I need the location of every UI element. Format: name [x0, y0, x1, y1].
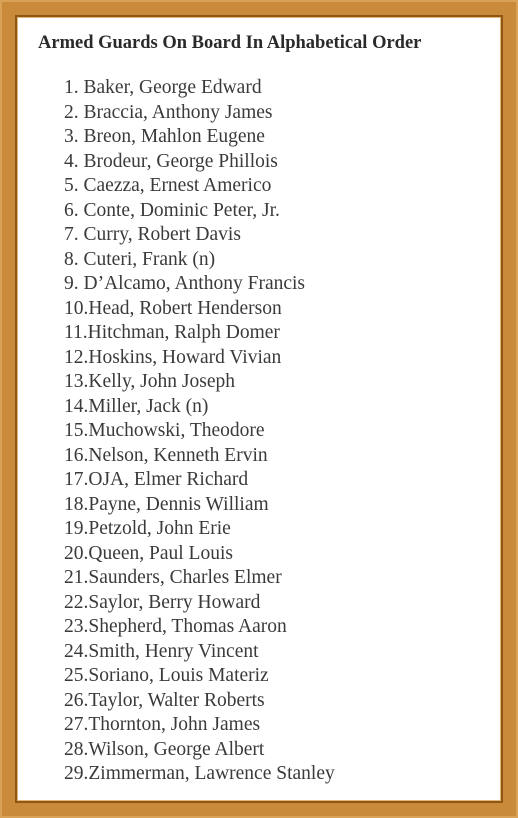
- item-name: Saunders, Charles Elmer: [88, 567, 282, 588]
- list-item: [64, 689, 335, 714]
- item-name: Hitchman, Ralph Domer: [87, 322, 280, 343]
- item-name: Braccia, Anthony James: [83, 101, 273, 123]
- list-item: [64, 591, 335, 616]
- item-number: 1.: [64, 77, 84, 98]
- list-item: [64, 76, 335, 101]
- item-name: Saylor, Berry Howard: [88, 591, 261, 613]
- list-item: [64, 640, 335, 665]
- item-number: 26.: [64, 689, 89, 711]
- item-name: Wilson, George Albert: [88, 738, 265, 760]
- item-number: 24.: [64, 640, 89, 662]
- item-number: 6.: [64, 199, 84, 221]
- list-item: [64, 321, 335, 346]
- item-number: 4.: [64, 150, 84, 172]
- item-number: 11.: [64, 322, 88, 343]
- list-item: [64, 101, 335, 126]
- list-item: [64, 542, 335, 567]
- item-name: Cuteri, Frank (n): [83, 248, 216, 270]
- list-item: [64, 419, 335, 444]
- list-item: [64, 738, 335, 763]
- item-number: 7.: [64, 224, 84, 245]
- item-number: 29.: [64, 763, 89, 784]
- item-number: 19.: [64, 518, 89, 539]
- item-name: Baker, George Edward: [83, 77, 262, 98]
- item-name: Shepherd, Thomas Aaron: [88, 616, 287, 637]
- item-name: Payne, Dennis William: [88, 493, 269, 515]
- list-item: [64, 493, 335, 518]
- list-item: [64, 174, 335, 199]
- item-name: D’Alcamo, Anthony Francis: [83, 273, 306, 294]
- item-name: Head, Robert Henderson: [88, 297, 282, 319]
- item-number: 18.: [64, 493, 89, 515]
- list-item: [64, 150, 335, 175]
- item-name: Curry, Robert Davis: [83, 224, 241, 245]
- item-name: Smith, Henry Vincent: [88, 640, 259, 662]
- item-number: 20.: [64, 542, 89, 564]
- item-name: Brodeur, George Phillois: [83, 150, 278, 172]
- item-name: Miller, Jack (n): [88, 395, 209, 417]
- name-list: [64, 76, 335, 787]
- list-item: [64, 370, 335, 395]
- list-item: [64, 223, 335, 248]
- item-number: 2.: [64, 101, 84, 123]
- list-item: [64, 468, 335, 493]
- item-number: 16.: [64, 444, 89, 466]
- list-item: [64, 272, 335, 297]
- list-item: [64, 346, 335, 371]
- item-name: Petzold, John Erie: [88, 518, 231, 539]
- list-item: [64, 615, 335, 640]
- list-item: [64, 444, 335, 469]
- item-number: 22.: [64, 591, 89, 613]
- item-name: OJA, Elmer Richard: [88, 469, 249, 490]
- item-name: Taylor, Walter Roberts: [88, 689, 265, 711]
- item-number: 15.: [64, 420, 89, 441]
- list-item: [64, 664, 335, 689]
- item-number: 17.: [64, 469, 89, 490]
- list-item: [64, 199, 335, 224]
- item-name: Soriano, Louis Materiz: [88, 665, 269, 686]
- item-name: Breon, Mahlon Eugene: [83, 126, 265, 147]
- item-name: Queen, Paul Louis: [88, 542, 233, 564]
- item-number: 5.: [64, 175, 84, 196]
- list-item: [64, 762, 335, 787]
- item-number: 10.: [64, 297, 89, 319]
- item-name: Nelson, Kenneth Ervin: [88, 444, 268, 466]
- item-number: 3.: [64, 126, 84, 147]
- item-name: Caezza, Ernest Americo: [83, 175, 272, 196]
- item-number: 13.: [64, 371, 89, 392]
- item-number: 12.: [64, 346, 89, 368]
- item-name: Muchowski, Theodore: [88, 420, 265, 441]
- item-number: 23.: [64, 616, 89, 637]
- item-number: 21.: [64, 567, 89, 588]
- item-number: 25.: [64, 665, 89, 686]
- item-number: 8.: [64, 248, 84, 270]
- item-name: Zimmerman, Lawrence Stanley: [88, 763, 335, 784]
- item-number: 27.: [64, 714, 89, 735]
- list-item: [64, 125, 335, 150]
- document-title: Armed Guards On Board In Alphabetical Order: [38, 33, 422, 53]
- list-item: [64, 395, 335, 420]
- list-item: [64, 297, 335, 322]
- item-number: 9.: [64, 273, 84, 294]
- list-item: [64, 713, 335, 738]
- item-name: Conte, Dominic Peter, Jr.: [83, 199, 280, 221]
- item-number: 28.: [64, 738, 89, 760]
- item-name: Kelly, John Joseph: [88, 371, 235, 392]
- item-name: Hoskins, Howard Vivian: [88, 346, 282, 368]
- list-item: [64, 517, 335, 542]
- list-item: [64, 566, 335, 591]
- list-item: [64, 248, 335, 273]
- item-name: Thornton, John James: [88, 714, 261, 735]
- item-number: 14.: [64, 395, 89, 417]
